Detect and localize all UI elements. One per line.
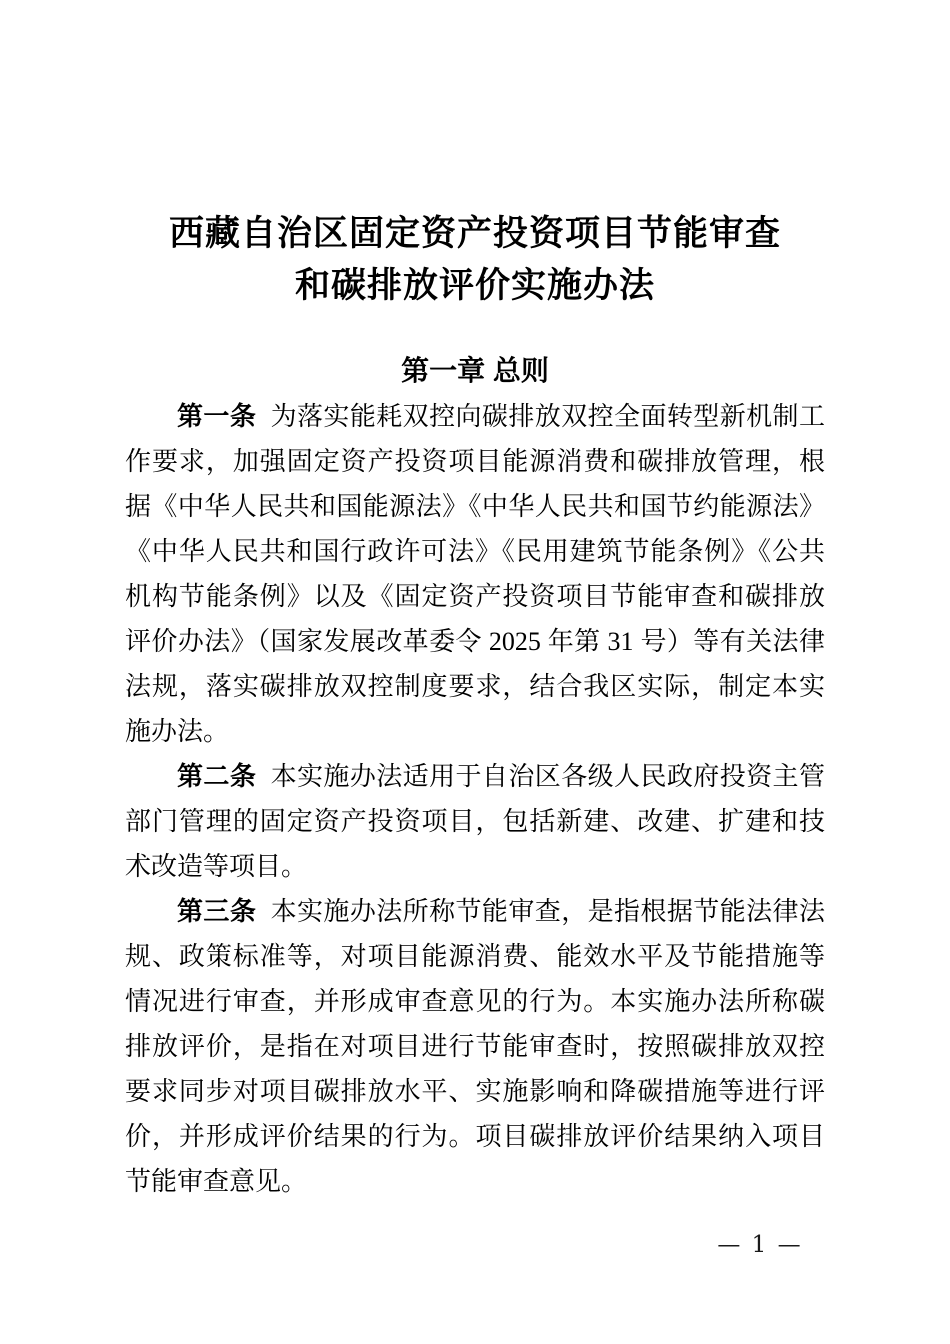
article-paragraph-2 [125, 754, 825, 889]
article-label-1: 第一条 [177, 401, 257, 431]
article-text-1: 为落实能耗双控向碳排放双控全面转型新机制工作要求，加强固定资产投资项目能源消费和碳排放管理，根据《中华人民共和国能源法》《中华人民共和国节约能源法》《中华人民共和国行政许可法》《民用建筑节能条例》《公共机构节能条例》以及《固定资产投资项目节能审查和碳排放评价办法》（国家发展改革委令 2025 年第 31 号）等有关法律法规，落实碳排放双控制度要求，结合我区实际，制定本实施办法。 [125, 402, 825, 746]
article-label-2: 第二条 [177, 761, 257, 791]
chapter-heading: 第一章 总则 [401, 355, 549, 386]
document-content [125, 208, 825, 1204]
document-body [125, 394, 825, 1204]
document-title-line1: 西藏自治区固定资产投资项目节能审查 [168, 214, 781, 253]
page-number: — 1 — [717, 1232, 803, 1258]
article-text-2: 本实施办法适用于自治区各级人民政府投资主管部门管理的固定资产投资项目，包括新建、改建、扩建和技术改造等项目。 [125, 762, 825, 881]
document-title-line2: 和碳排放评价实施办法 [294, 266, 655, 305]
article-paragraph-3 [125, 889, 825, 1204]
article-paragraph-1 [125, 394, 825, 754]
article-label-3: 第三条 [177, 896, 257, 926]
document-title [125, 208, 825, 312]
article-text-3: 本实施办法所称节能审查，是指根据节能法律法规、政策标准等，对项目能源消费、能效水平及节能措施等情况进行审查，并形成审查意见的行为。本实施办法所称碳排放评价，是指在对项目进行节能审查时，按照碳排放双控要求同步对项目碳排放水平、实施影响和降碳措施等进行评价，并形成评价结果的行为。项目碳排放评价结果纳入项目节能审查意见。 [125, 897, 825, 1196]
